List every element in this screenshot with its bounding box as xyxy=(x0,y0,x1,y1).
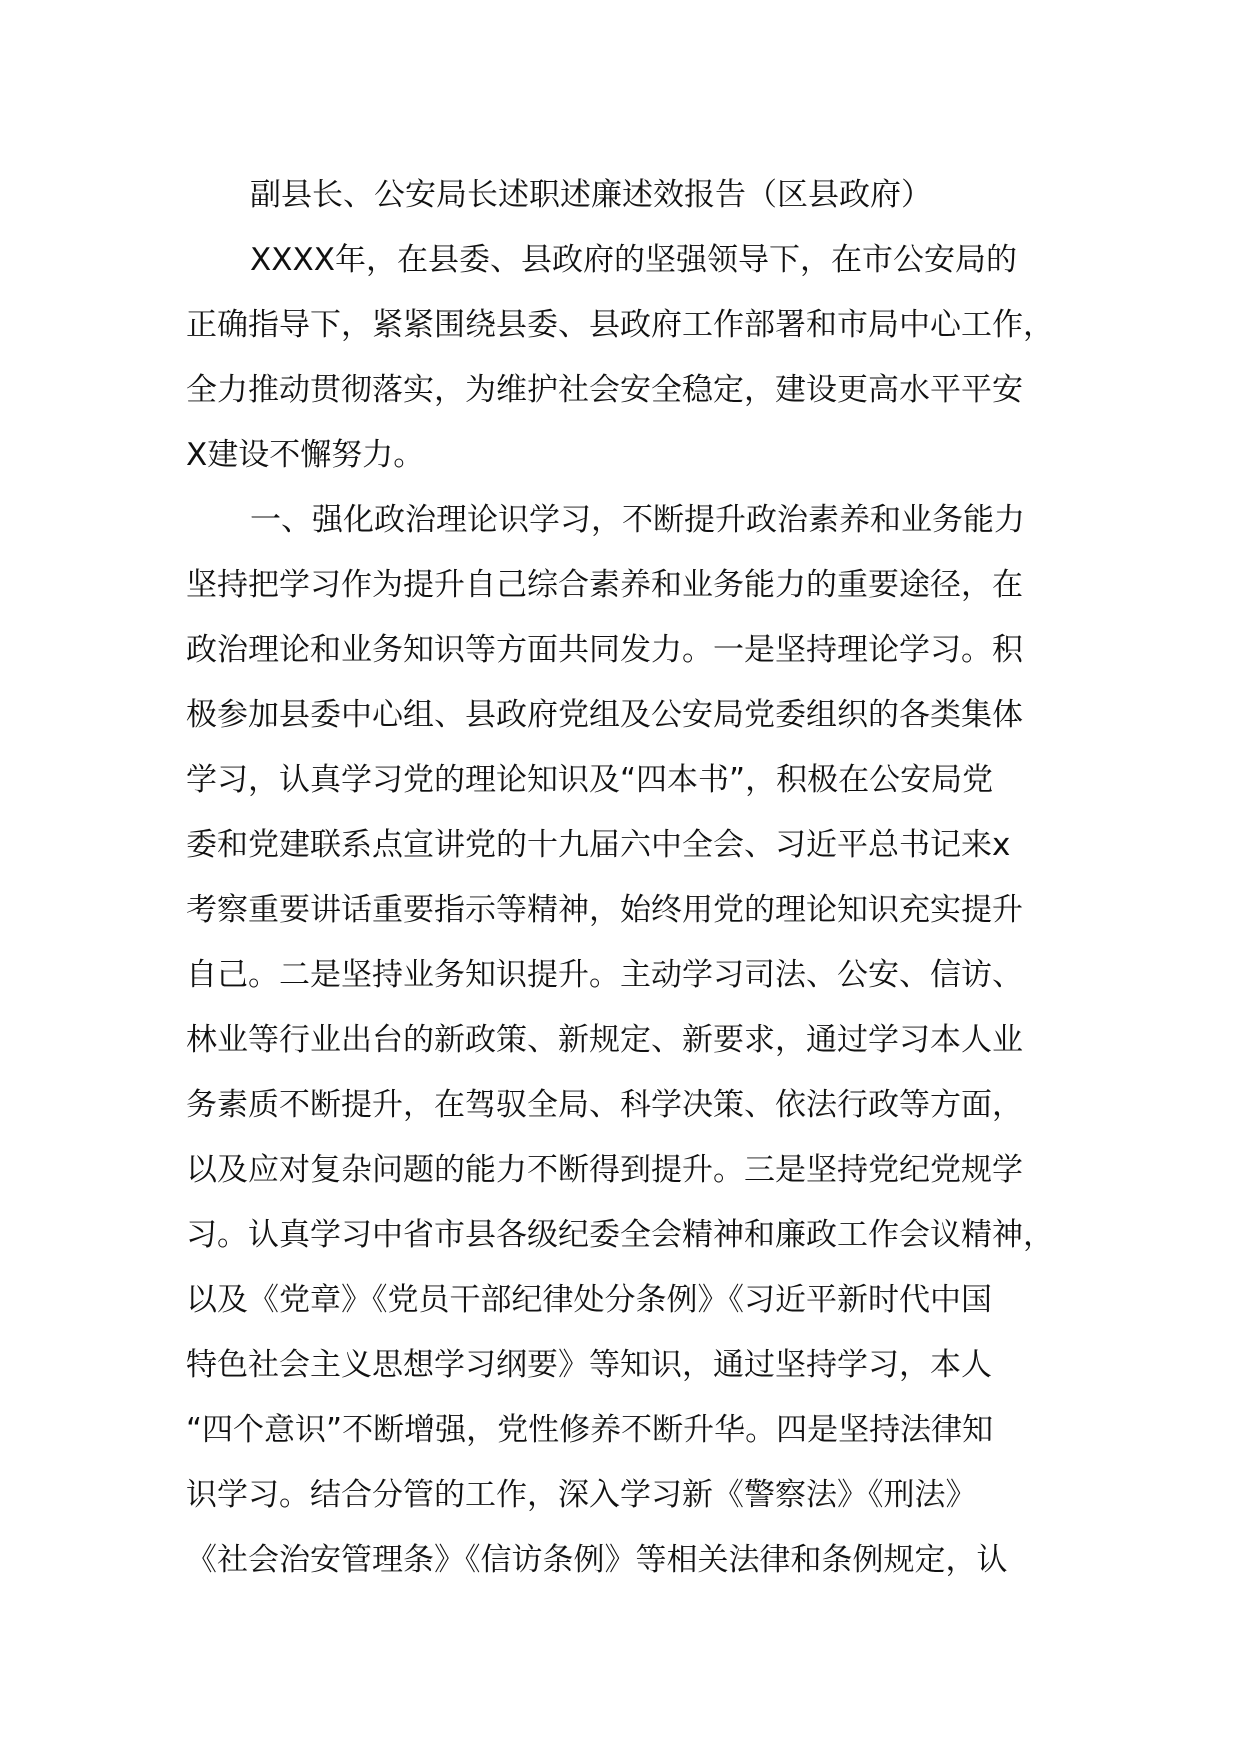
paragraph-line: “四个意识”不断增强，党性修养不断升华。四是坚持法律知 xyxy=(186,1412,994,1448)
document-title: 副县长、公安局长述职述廉述效报告（区县政府） xyxy=(250,177,932,213)
paragraph-line: 林业等行业出台的新政策、新规定、新要求，通过学习本人业 xyxy=(186,1022,1023,1058)
paragraph-line: 以及《党章》《党员干部纪律处分条例》《习近平新时代中国 xyxy=(186,1282,992,1318)
paragraph-line: 政治理论和业务知识等方面共同发力。一是坚持理论学习。积 xyxy=(186,632,1023,668)
section-heading: 一、强化政治理论识学习，不断提升政治素养和业务能力 xyxy=(250,502,1025,538)
paragraph-line: 务素质不断提升，在驾驭全局、科学决策、依法行政等方面， xyxy=(186,1087,1023,1123)
paragraph-line: 极参加县委中心组、县政府党组及公安局党委组织的各类集体 xyxy=(186,697,1023,733)
paragraph-line: 习。认真学习中省市县各级纪委全会精神和廉政工作会议精神， xyxy=(186,1217,1054,1253)
paragraph-line: 考察重要讲话重要指示等精神，始终用党的理论知识充实提升 xyxy=(186,892,1023,928)
paragraph-line: 学习，认真学习党的理论知识及“四本书”，积极在公安局党 xyxy=(186,762,994,798)
paragraph-line: X建设不懈努力。 xyxy=(186,437,425,473)
paragraph-line: XXXX年，在县委、县政府的坚强领导下，在市公安局的 xyxy=(250,242,1017,278)
paragraph-line: 坚持把学习作为提升自己综合素养和业务能力的重要途径，在 xyxy=(186,567,1023,603)
paragraph-line: 全力推动贯彻落实，为维护社会安全稳定，建设更高水平平安 xyxy=(186,372,1023,408)
paragraph-line: 以及应对复杂问题的能力不断得到提升。三是坚持党纪党规学 xyxy=(186,1152,1023,1188)
paragraph-line: 特色社会主义思想学习纲要》等知识，通过坚持学习，本人 xyxy=(186,1347,992,1383)
document-body xyxy=(186,163,1086,1593)
paragraph-line: 委和党建联系点宣讲党的十九届六中全会、习近平总书记来x xyxy=(186,827,1011,863)
paragraph-line: 自己。二是坚持业务知识提升。主动学习司法、公安、信访、 xyxy=(186,957,1023,993)
paragraph-line: 识学习。结合分管的工作，深入学习新《警察法》《刑法》 xyxy=(186,1477,977,1513)
paragraph-line: 《社会治安管理条》《信访条例》等相关法律和条例规定，认 xyxy=(186,1542,1008,1578)
paragraph-line: 正确指导下，紧紧围绕县委、县政府工作部署和市局中心工作， xyxy=(186,307,1054,343)
